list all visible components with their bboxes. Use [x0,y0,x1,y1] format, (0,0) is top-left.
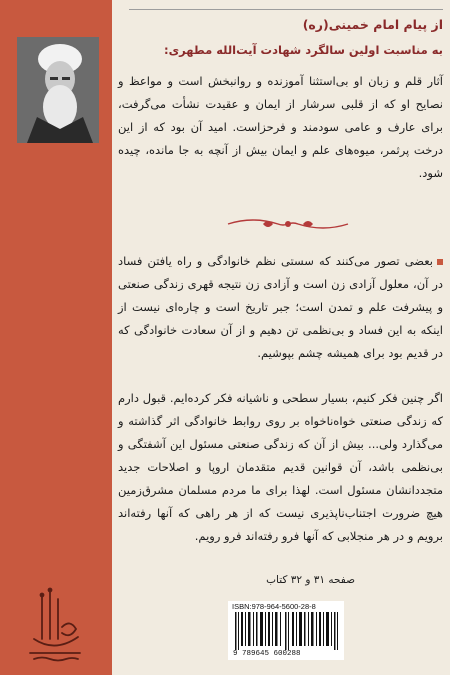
imam-quote: آثار قلم و زبان او بی‌استثنا آموزنده و روانبخش است و مواعظ و نصایح او که از قلبی سرشار از ایمان و عقیدت نشأت می‌گرفت، برای عارف و عامی سودمند و فرحزاست. امید آن بود که از این درخت پرثمر، میوه‌های علم و ایمان بیش از آنچه به جا مانده، چیده شود. [118,74,443,180]
excerpt-paragraph-1 [118,250,443,365]
page-reference: صفحه ۳۱ و ۳۲ کتاب [266,574,355,586]
isbn-text: ISBN:978-964-5600-28-8 [232,602,316,611]
back-cover-text [118,0,443,675]
excerpt-paragraph-1-text: بعضی تصور می‌کنند که سستی نظم خانوادگی و راه یافتن فساد در آن، معلول آزادی زن است و آزادی زن نتیجه قهری زندگی صنعتی و پیشرفت علم و تمدن است؛ جبر تاریخ است و چاره‌ای نیست از اینکه به این فساد و بی‌نظمی تن دهیم و از آن سعادت خانوادگی که در قدیم بود برای همیشه چشم بپوشیم. [118,254,443,360]
author-portrait [17,37,99,143]
publisher-logo-icon [22,587,88,667]
quote-subtitle: به مناسبت اولین سالگرد شهادت آیت‌الله مطهری: [163,43,443,57]
barcode-icon [235,612,339,650]
top-rule [129,9,443,10]
ornament-divider [223,213,353,235]
excerpt-paragraph-2: اگر چنین فکر کنیم، بسیار سطحی و ناشیانه فکر کرده‌ایم. قبول دارم که زندگی صنعتی خواه‌ناخواه بر روی روابط خانوادگی اثر گذاشته و می‌گذارد ولی... بیش از آن که زندگی صنعتی مسئول این آشفتگی و بی‌نظمی باشد، آن قوانین قدیم متقدمان اروپا و اصلاحات جدید متجددانشان مسئول است. لهذا برای ما مردم مسلمان مشرق‌زمین هیچ ضرورت اجتناب‌ناپذیری نیست که از هر راهی که آنها رفته‌اند برویم و در هر منجلابی که آنها فرو رفته‌اند فرو رویم. [118,391,443,543]
quote-title: از پیام امام خمینی(ره) [302,17,443,32]
barcode-number: 9 789645 600288 [233,650,301,658]
bullet-icon [437,259,443,265]
